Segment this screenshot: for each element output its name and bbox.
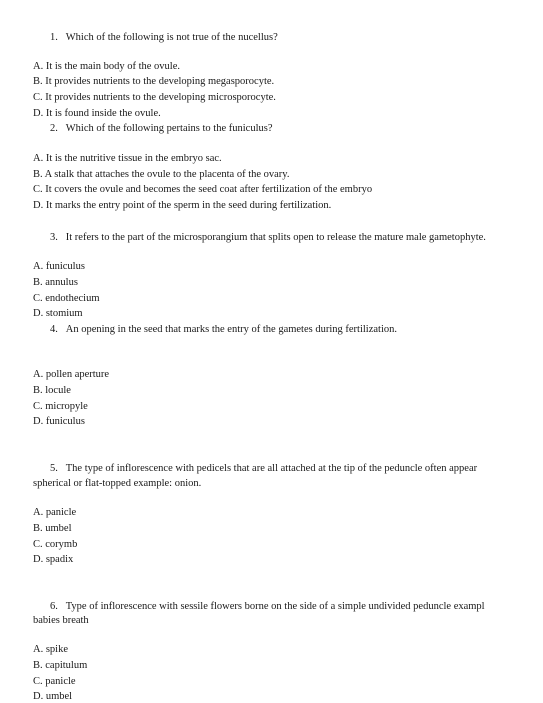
question-5-continuation: spherical or flat-topped example: onion. [33,478,202,489]
option-3a: A. funiculus [33,261,85,272]
question-1 [50,31,278,44]
option-2c: C. It covers the ovule and becomes the seed coat after fertilization of the embryo [33,184,373,195]
option-1a: A. It is the main body of the ovule. [33,61,180,72]
question-number: 6. [50,601,58,612]
option-4c: C. micropyle [33,401,88,412]
question-text: An opening in the seed that marks the entry of the gametes during fertilization. [65,324,397,335]
option-5c: C. corymb [33,539,78,550]
question-text: It refers to the part of the microsporangium that splits open to release the mature male gametophyte. [65,232,486,243]
question-text: Which of the following is not true of the nucellus? [65,32,278,43]
option-4a: A. pollen aperture [33,369,110,380]
option-4b: B. locule [33,385,71,396]
option-1b: B. It provides nutrients to the developing megasporocyte. [33,76,275,87]
option-1c: C. It provides nutrients to the developing microsporocyte. [33,92,276,103]
option-5a: A. panicle [33,507,77,518]
option-3b: B. annulus [33,277,78,288]
question-3 [50,231,486,244]
question-text: Which of the following pertains to the funiculus? [65,123,273,134]
option-2a: A. It is the nutritive tissue in the embryo sac. [33,153,222,164]
option-6b: B. capitulum [33,660,88,671]
option-5d: D. spadix [33,554,74,565]
option-2d: D. It marks the entry point of the sperm in the seed during fertilization. [33,200,332,211]
question-4 [50,323,397,336]
question-6-continuation: babies breath [33,615,89,626]
option-1d: D. It is found inside the ovule. [33,108,161,119]
option-6d: D. umbel [33,691,73,702]
question-number: 5. [50,463,58,474]
option-3d: D. stomium [33,308,83,319]
question-2 [50,122,273,135]
question-number: 2. [50,123,58,134]
question-text: The type of inflorescence with pedicels that are all attached at the tip of the peduncle often appear [65,463,478,474]
option-6a: A. spike [33,644,68,655]
question-number: 1. [50,32,58,43]
question-number: 4. [50,324,58,335]
question-6 [50,600,485,613]
question-text: Type of inflorescence with sessile flowers borne on the side of a simple undivided peduncle exampl [65,601,485,612]
option-4d: D. funiculus [33,416,85,427]
question-number: 3. [50,232,58,243]
option-2b: B. A stalk that attaches the ovule to the placenta of the ovary. [33,169,290,180]
option-6c: C. panicle [33,676,76,687]
question-5 [50,462,477,475]
option-3c: C. endothecium [33,293,100,304]
option-5b: B. umbel [33,523,72,534]
